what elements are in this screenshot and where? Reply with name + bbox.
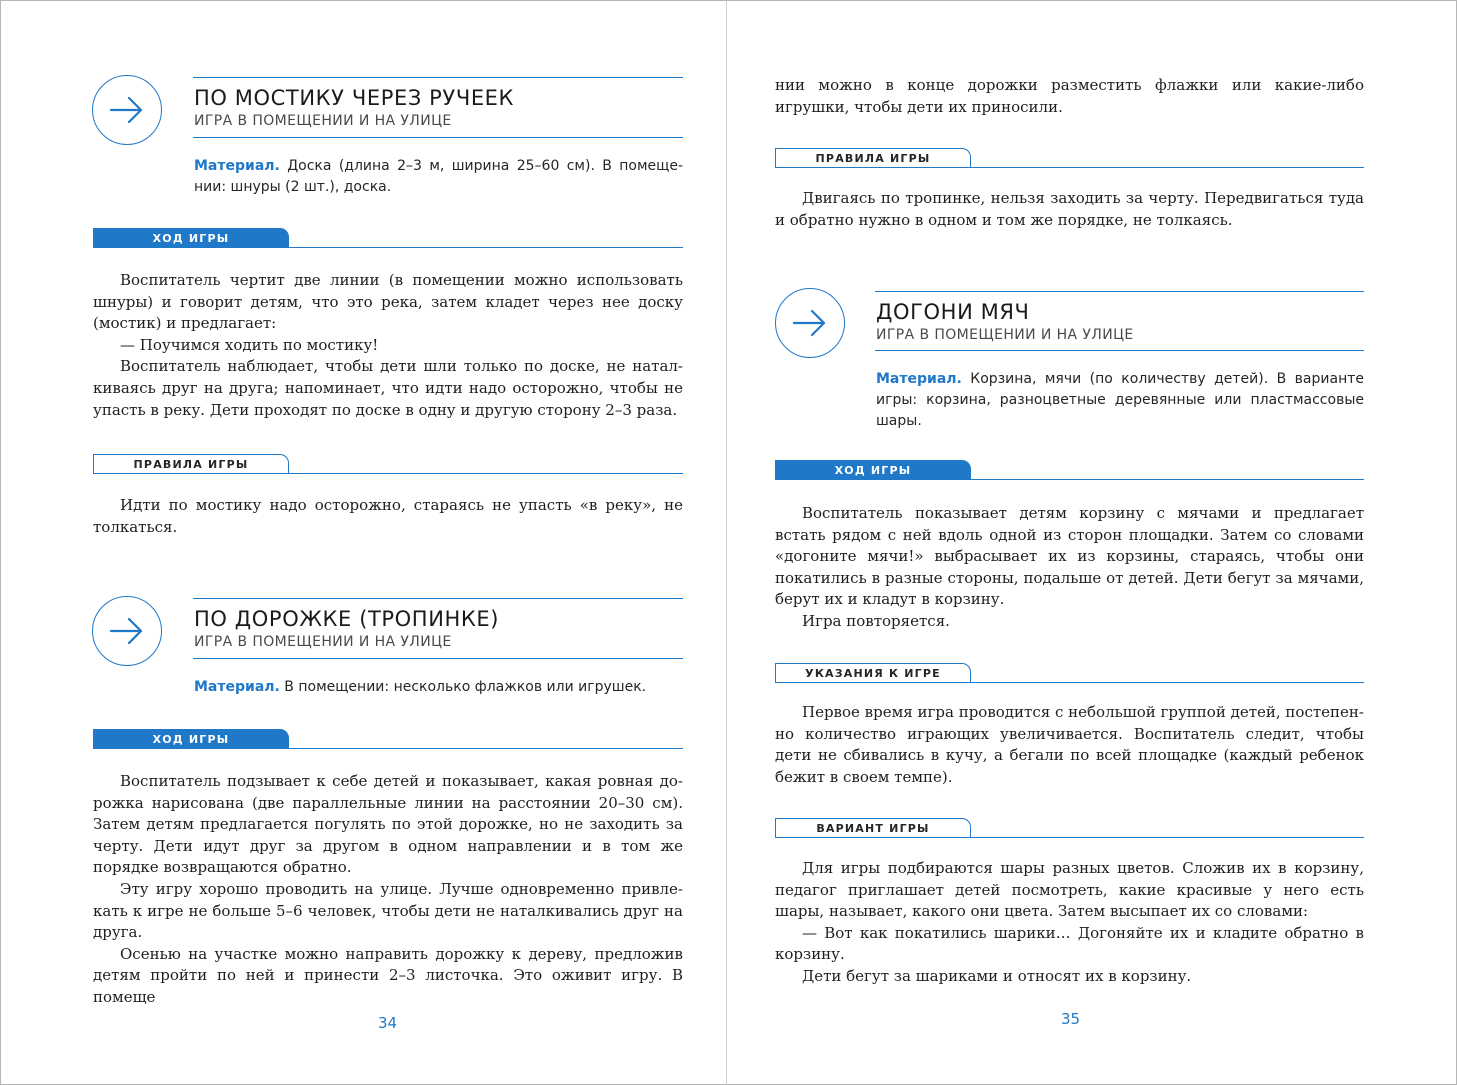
section-rule bbox=[93, 473, 683, 474]
section-tab-guidance: УКАЗАНИЯ К ИГРЕ bbox=[775, 663, 971, 682]
section-tab-variant: ВАРИАНТ ИГРЫ bbox=[775, 818, 971, 837]
paragraph: Двигаясь по тропинке, нельзя заходить за черту. Передвигаться туда и обратно нужно в одном и том же порядке, не толкаясь. bbox=[775, 189, 1364, 229]
section-rule bbox=[775, 479, 1364, 480]
section-tab-rules: ПРАВИЛА ИГРЫ bbox=[775, 148, 971, 167]
game-subtitle: ИГРА В ПОМЕЩЕНИИ И НА УЛИЦЕ bbox=[876, 327, 1134, 343]
arrow-right-icon bbox=[92, 596, 162, 666]
section-tab-course: ХОД ИГРЫ bbox=[93, 729, 289, 749]
section-rule bbox=[775, 682, 1364, 683]
arrow-right-icon bbox=[92, 75, 162, 145]
paragraph: Для игры подбираются шары разных цветов. Сложив их в корзину, педагог приглашает детей посмотреть, какие красивые у него есть шары, называет, какого они цвета. Затем высыпает их со словами: bbox=[775, 859, 1364, 921]
material-value: Доска (длина 2–3 м, ширина 25–60 см). В помещении: шнуры (2 шт.), доска. bbox=[194, 158, 684, 195]
paragraph: — Вот как покатились шарики… Догоняйте их и кладите обратно в корзину. bbox=[775, 923, 1364, 964]
material-text bbox=[876, 369, 1364, 432]
material-text bbox=[194, 677, 683, 698]
variant-text bbox=[775, 858, 1364, 988]
material-label: Материал. bbox=[876, 371, 962, 387]
section-rule bbox=[93, 247, 683, 248]
material-label: Материал. bbox=[194, 158, 280, 174]
course-text bbox=[775, 503, 1364, 633]
paragraph: Дети бегут за шариками и относят их в корзину. bbox=[802, 966, 1192, 985]
paragraph: Эту игру хорошо проводить на улице. Лучше одновременно привлекать к игре не больше 5–6 человек, чтобы дети не наталкивались друг на друга. bbox=[93, 879, 683, 942]
material-value: В помещении: несколько флажков или игрушек. bbox=[284, 679, 647, 695]
material-value: Корзина, мячи (по количеству детей). В варианте игры: корзина, разноцветные деревянные или пластмассовые шары. bbox=[876, 371, 1364, 429]
arrow-right-icon bbox=[775, 288, 845, 358]
left-page bbox=[0, 0, 726, 1085]
course-text bbox=[93, 771, 683, 1009]
section-rule bbox=[775, 167, 1364, 168]
paragraph: Воспитатель наблюдает, чтобы дети шли только по доске, не наталкиваясь друг на друга; напоминает, что идти надо осторожно, чтобы не упасть в реку. Дети проходят по доске в одну и другую сторону 2–3 раза. bbox=[93, 357, 683, 419]
course-text bbox=[93, 270, 683, 421]
material-text bbox=[194, 156, 683, 198]
game-subtitle: ИГРА В ПОМЕЩЕНИИ И НА УЛИЦЕ bbox=[194, 634, 452, 650]
header-rule-top bbox=[193, 598, 683, 599]
rules-text bbox=[775, 188, 1364, 231]
paragraph: Осенью на участке можно направить дорожку к дереву, предложив детям пройти по ней и принести 2–3 листочка. Это оживит игру. В помеще bbox=[93, 944, 683, 1006]
paragraph: Воспитатель показывает детям корзину с мячами и предлагает встать рядом с ней вдоль одной из сторон площадки. Затем со словами «догоните мячи!» выбрасывает их из корзины, стараясь, чтобы они покатились в разные стороны, подальше от детей. Дети бегут за мячами, берут их и кладут в корзину. bbox=[775, 504, 1364, 609]
right-page bbox=[726, 0, 1457, 1085]
game-title: ПО ДОРОЖКЕ (ТРОПИНКЕ) bbox=[194, 607, 500, 631]
paragraph: — Поучимся ходить по мостику! bbox=[120, 335, 379, 354]
paragraph: Первое время игра проводится с небольшой группой детей, постепенно количество играющих увеличивается. Воспитатель следит, чтобы дети не сбивались в кучу, а бегали по всей площадке (каждый ребенок бежит в своем темпе). bbox=[775, 703, 1364, 786]
section-rule bbox=[775, 837, 1364, 838]
paragraph: Идти по мостику надо осторожно, стараясь не упасть «в реку», не толкаться. bbox=[93, 496, 683, 536]
rules-text bbox=[93, 495, 683, 538]
section-tab-rules: ПРАВИЛА ИГРЫ bbox=[93, 454, 289, 473]
header-rule-bottom bbox=[875, 350, 1364, 351]
header-rule-bottom bbox=[193, 658, 683, 659]
paragraph: Воспитатель чертит две линии (в помещении можно использовать шнуры) и говорит детям, что это река, затем кладет через нее доску (мостик) и предлагает: bbox=[93, 271, 683, 333]
material-label: Материал. bbox=[194, 679, 280, 695]
game-title: ДОГОНИ МЯЧ bbox=[876, 300, 1030, 324]
page-number: 35 bbox=[1061, 1010, 1081, 1028]
game-subtitle: ИГРА В ПОМЕЩЕНИИ И НА УЛИЦЕ bbox=[194, 113, 452, 129]
header-rule-top bbox=[875, 291, 1364, 292]
paragraph: Игра повторяется. bbox=[802, 611, 950, 630]
guidance-text bbox=[775, 702, 1364, 788]
section-tab-course: ХОД ИГРЫ bbox=[93, 228, 289, 248]
page-number: 34 bbox=[378, 1014, 398, 1032]
header-rule-top bbox=[193, 77, 683, 78]
header-rule-bottom bbox=[193, 137, 683, 138]
section-tab-course: ХОД ИГРЫ bbox=[775, 460, 971, 480]
game-title: ПО МОСТИКУ ЧЕРЕЗ РУЧЕЕК bbox=[194, 86, 515, 110]
paragraph: нии можно в конце дорожки разместить флажки или какие-либо игрушки, чтобы дети их приносили. bbox=[775, 76, 1364, 116]
continuation-text bbox=[775, 75, 1364, 118]
section-rule bbox=[93, 748, 683, 749]
paragraph: Воспитатель подзывает к себе детей и показывает, какая ровная дорожка нарисована (две параллельные линии на расстоянии 20–30 см). Затем детям предлагается погулять по этой дорожке, но не заходить за черту. Дети идут друг за другом в одном направлении и в том же порядке возвращаются обратно. bbox=[93, 772, 683, 877]
